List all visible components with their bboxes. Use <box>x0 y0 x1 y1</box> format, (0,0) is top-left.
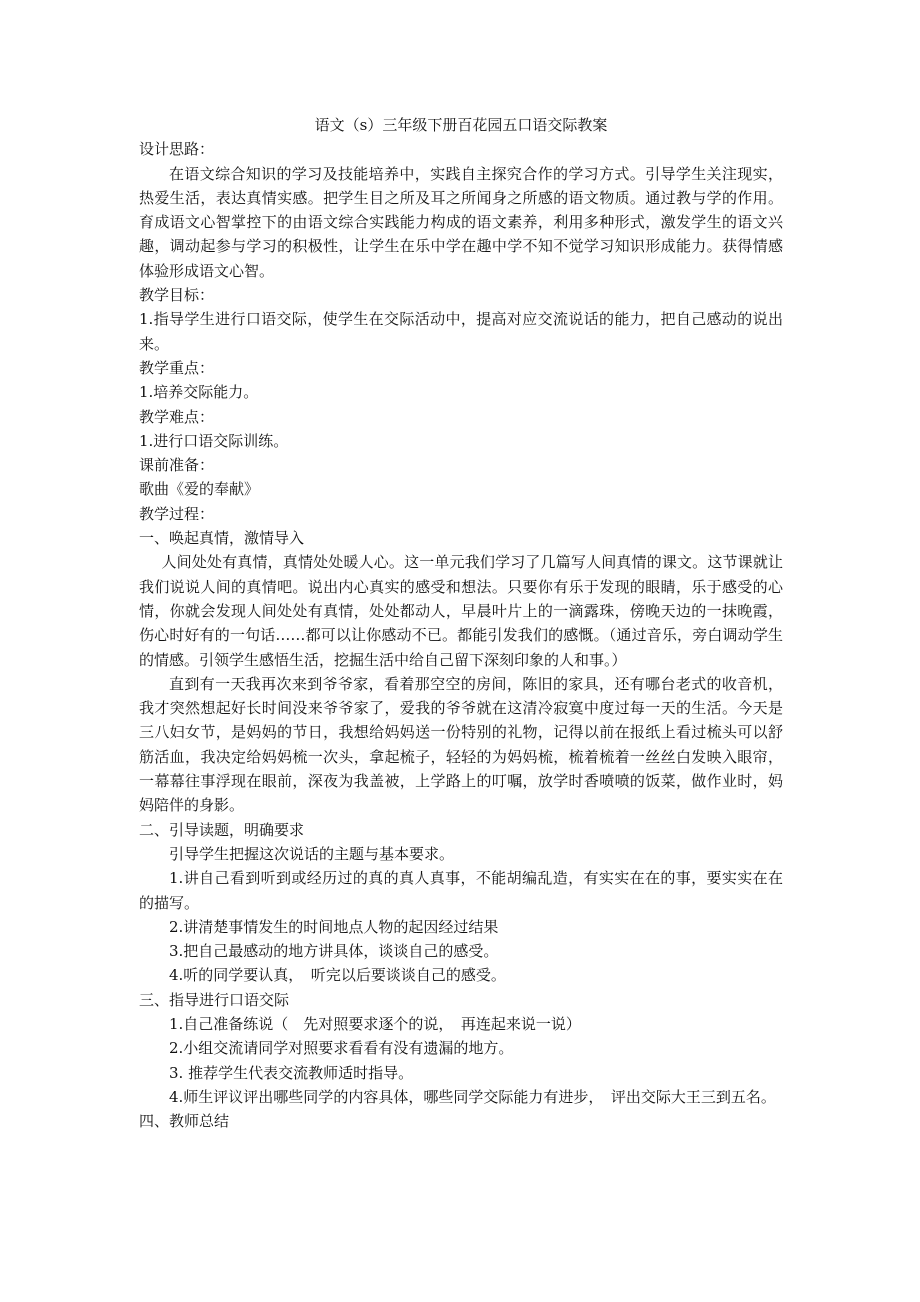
preparation-item: 歌曲《爱的奉献》 <box>139 480 260 499</box>
design-paragraph: 在语文综合知识的学习及技能培养中，实践自主探究合作的学习方式。引导学生关注现实，热爱生活，表达真情实感。把学生目之所及耳之所闻身之所感的语文物质。通过教与学的作用。育成语文心智掌控下的由语文综合实践能力构成的语文素养，利用多种形式，激发学生的语文兴趣，调动起参与学习的积极性，让学生在乐中学在趣中学不知不觉学习知识形成能力。获得情感体验形成语文心智。 <box>139 164 783 280</box>
key-point-item: 1.培养交际能力。 <box>139 383 259 402</box>
preparation-heading: 课前准备： <box>139 456 215 475</box>
section-2-item: 2.讲清楚事情发生的时间地点人物的起因经过结果 <box>169 917 499 936</box>
section-2-item: 4.听的同学要认真， 听完以后要谈谈自己的感受。 <box>169 966 506 985</box>
section-1-paragraph-1: 人间处处有真情，真情处处暖人心。这一单元我们学习了几篇写人间真情的课文。这节课就让我们说说人间的真情吧。说出内心真实的感受和想法。只要你有乐于发现的眼睛，乐于感受的心情，你就会发现人间处处有真情，处处都动人，早晨叶片上的一滴露珠，傍晚天边的一抹晚霞，伤心时好有的一句话……都可以让你感动不已。都能引发我们的感慨。（通过音乐，旁白调动学生的情感。引领学生感悟生活，挖掘生活中给自己留下深刻印象的人和事。） <box>139 553 783 669</box>
section-4-heading: 四、教师总结 <box>139 1112 230 1131</box>
document-title: 语文（s）三年级下册百花园五口语交际教案 <box>314 116 608 134</box>
section-3-item: 2.小组交流请同学对照要求看看有没有遗漏的地方。 <box>169 1039 514 1058</box>
difficulty-heading: 教学难点： <box>139 407 215 426</box>
section-3-heading: 三、指导进行口语交际 <box>139 990 290 1009</box>
process-heading: 教学过程： <box>139 504 215 523</box>
section-3-item: 4.师生评议评出哪些同学的内容具体，哪些同学交际能力有进步， 评出交际大王三到五名。 <box>169 1087 776 1106</box>
section-2-intro: 引导学生把握这次说话的主题与基本要求。 <box>169 844 455 863</box>
section-2-item: 3.把自己最感动的地方讲具体，谈谈自己的感受。 <box>169 942 499 961</box>
key-point-heading: 教学重点： <box>139 358 215 377</box>
section-3-item: 3. 推荐学生代表交流教师适时指导。 <box>169 1063 414 1082</box>
section-1-paragraph-2: 直到有一天我再次来到爷爷家，看着那空空的房间，陈旧的家具，还有哪台老式的收音机，我才突然想起好长时间没来爷爷家了，爱我的爷爷就在这清冷寂寞中度过每一天的生活。今天是三八妇女节，是妈妈的节日，我想给妈妈送一份特别的礼物，记得以前在报纸上看过梳头可以舒筋活血，我决定给妈妈梳一次头，拿起梳子，轻轻的为妈妈梳，梳着梳着一丝丝白发映入眼帘，一幕幕往事浮现在眼前，深夜为我盖被，上学路上的叮嘱，放学时香喷喷的饭菜，做作业时，妈妈陪伴的身影。 <box>139 674 783 815</box>
difficulty-item: 1.进行口语交际训练。 <box>139 431 289 450</box>
section-2-heading: 二、引导读题，明确要求 <box>139 820 305 839</box>
lesson-plan-document <box>139 113 783 1133</box>
goal-item: 1.指导学生进行口语交际，使学生在交际活动中，提高对应交流说话的能力，把自己感动的说出来。 <box>139 310 783 353</box>
section-2-item: 1.讲自己看到听到或经历过的真的真人真事，不能胡编乱造，有实实在在的事，要实实在在的描写。 <box>139 869 783 912</box>
goal-heading: 教学目标： <box>139 286 215 305</box>
section-3-item: 1.自己准备练说（ 先对照要求逐个的说， 再连起来说一说） <box>169 1014 581 1033</box>
section-1-heading: 一、唤起真情，激情导入 <box>139 529 305 548</box>
design-heading: 设计思路： <box>139 140 215 159</box>
